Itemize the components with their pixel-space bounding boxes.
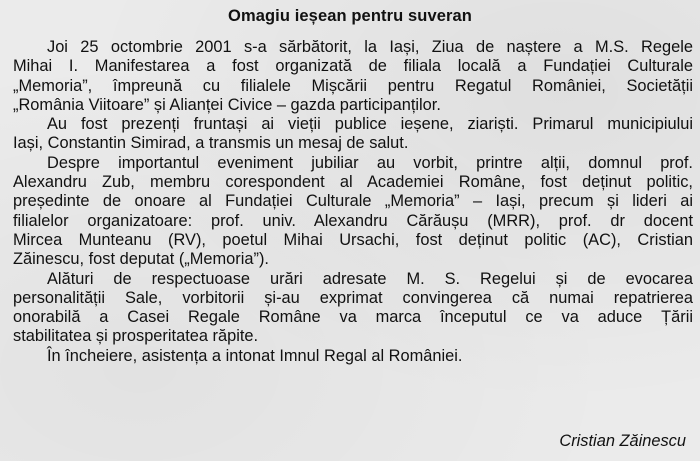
paragraph-1 xyxy=(13,38,693,115)
paragraph-5 xyxy=(13,347,693,366)
article-title: Omagiu ieșean pentru suveran xyxy=(228,7,472,25)
author-signature: Cristian Zăinescu xyxy=(559,432,686,450)
paragraph-line: președinte de onoare al Fundației Culturale „Memoria” – Iași, precum și lideri ai xyxy=(13,192,693,211)
paragraph-line: Au fost prezenți fruntași ai vieții publice ieșene, ziariști. Primarul municipiului xyxy=(47,115,693,134)
paragraph-line: Alexandru Zub, membru corespondent al Academiei Române, fost deținut politic, xyxy=(13,173,693,192)
paragraph-line: În încheiere, asistența a intonat Imnul Regal al României. xyxy=(47,346,463,365)
paragraph-line: onorabilă a Casei Regale Române va marca începutul ce va aduce Țării xyxy=(13,308,693,327)
paragraph-2 xyxy=(13,115,693,154)
paragraph-4 xyxy=(13,270,693,347)
paragraph-line: Alături de respectuoase urări adresate M. S. Regelui și de evocarea xyxy=(47,269,693,288)
paragraph-line: Despre importantul eveniment jubiliar au vorbit, printre alții, domnul prof. xyxy=(47,153,693,172)
paragraph-3 xyxy=(13,154,693,270)
paragraph-line: Joi 25 octombrie 2001 s-a sărbătorit, la Iași, Ziua de naștere a M.S. Regele xyxy=(47,38,693,56)
paragraph-line: „Memoria”, împreună cu filialele Mișcării pentru Regatul României, Societății xyxy=(13,76,693,95)
paragraph-line: filialelor organizatoare: prof. univ. Alexandru Cărăușu (MRR), prof. dr docent xyxy=(13,211,693,230)
paragraph-line: personalității Sale, vorbitorii și-au exprimat convingerea că numai repatrierea xyxy=(13,288,693,307)
paragraph-line: Zăinescu, fost deputat („Memoria”). xyxy=(13,250,269,269)
paragraph-line: Mircea Munteanu (RV), poetul Mihai Ursachi, fost deținut politic (AC), Cristian xyxy=(13,230,693,249)
paragraph-line: stabilitatea și prosperitatea răpite. xyxy=(13,327,259,346)
paragraph-line: „România Viitoare” și Alianței Civice – gazda participanților. xyxy=(13,95,441,114)
paragraph-line: Mihai I. Manifestarea a fost organizată de filiala locală a Fundației Culturale xyxy=(13,57,693,76)
paragraph-line: Iași, Constantin Simirad, a transmis un mesaj de salut. xyxy=(13,134,409,153)
article-body xyxy=(13,38,693,366)
